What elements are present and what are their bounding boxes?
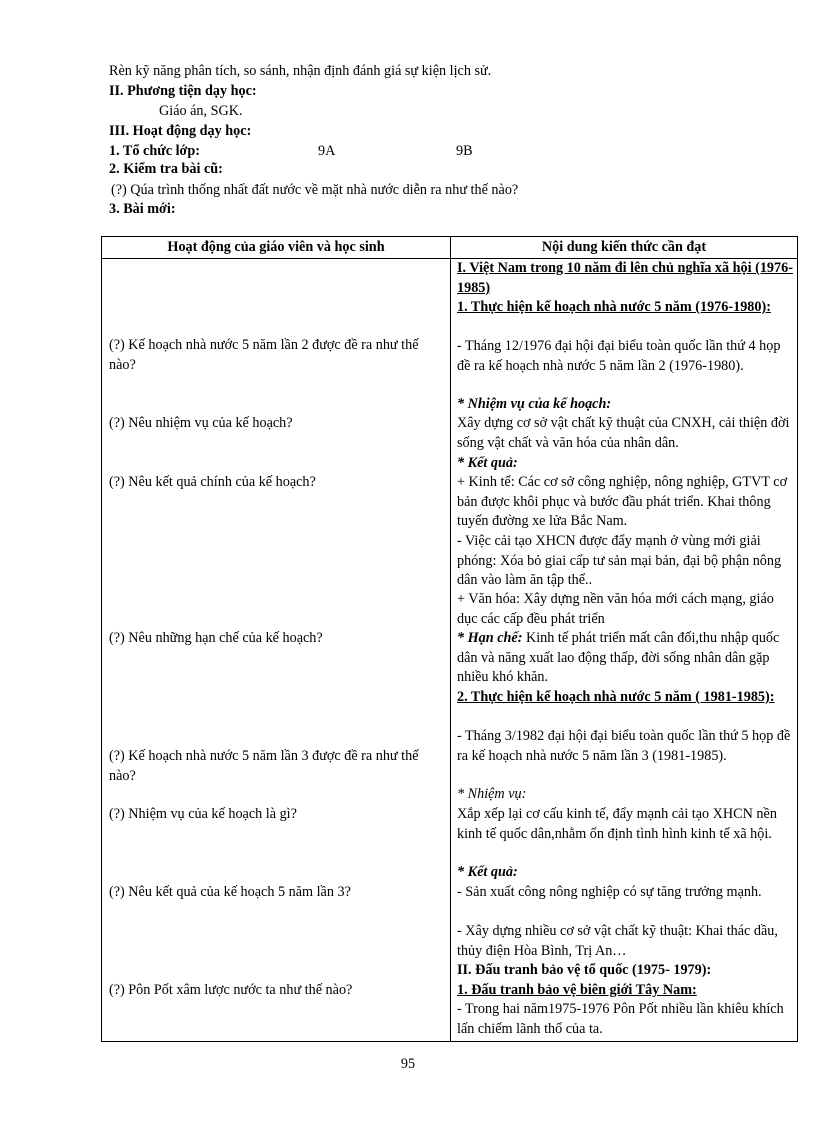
- southwest-border-heading: 1. Đấu tranh bảo vệ biên giới Tây Nam:: [457, 982, 697, 998]
- question-7: (?) Nêu kết quả của kế hoạch 5 năm lần 3?: [109, 884, 351, 900]
- result-economy: + Kinh tế: Các cơ sở công nghiệp, nông nghiệp, GTVT cơ bản được khôi phục và bước đầu phát triển. Khai thông tuyến đường xe lửa Bắc Nam.: [457, 474, 788, 529]
- page-number: 95: [400, 1056, 416, 1072]
- result2-production: - Sản xuất công nông nghiệp có sự tăng trưởng mạnh.: [457, 884, 762, 900]
- section-ii-heading: II. Đấu tranh bảo vệ tổ quốc (1975- 1979):: [457, 962, 712, 978]
- pol-pot-text: - Trong hai năm1975-1976 Pôn Pốt nhiều lần khiêu khích lấn chiếm lãnh thổ của ta.: [457, 1001, 784, 1037]
- old-lesson-heading: 2. Kiểm tra bài cũ:: [109, 161, 223, 177]
- plan-1981-heading: 2. Thực hiện kế hoạch nhà nước 5 năm ( 1981-1985):: [457, 689, 775, 705]
- lesson-table: [101, 236, 798, 1042]
- question-4: (?) Nêu những hạn chế của kế hoạch?: [109, 630, 323, 646]
- old-lesson-question: (?) Qúa trình thống nhất đất nước về mặt nhà nước diễn ra như thế nào?: [111, 182, 519, 198]
- table-body-row: [102, 259, 798, 1042]
- limitation-body: Kinh tế phát triển mất cân đối,thu nhập quốc dân và năng xuất lao động thấp, đời sống nhân dân gặp nhiều khó khăn.: [457, 630, 780, 685]
- task2-text: Xắp xếp lại cơ cấu kinh tế, đẩy mạnh cải tạo XHCN nền kinh tế quốc dân,nhằm ổn định tình hình kinh tế xã hội.: [457, 806, 777, 842]
- limitation-text: [457, 629, 794, 688]
- task2-label: * Nhiệm vụ:: [457, 786, 527, 802]
- content-cell: [451, 259, 798, 1042]
- plan-1981-text: - Tháng 3/1982 đại hội đại biểu toàn quốc lần thứ 5 họp đề ra kế hoạch nhà nước 5 năm lần 3 (1981-1985).: [457, 728, 791, 764]
- section-i-heading: I. Việt Nam trong 10 năm đi lên chủ nghĩa xã hội (1976-1985): [457, 260, 793, 296]
- question-6: (?) Nhiệm vụ của kế hoạch là gì?: [109, 806, 297, 822]
- task-label: * Nhiệm vụ của kế hoạch:: [457, 396, 612, 412]
- question-3: (?) Nêu kết quả chính của kế hoạch?: [109, 474, 316, 490]
- table-header-row: [102, 237, 798, 259]
- section-2-heading: II. Phương tiện dạy học:: [109, 83, 257, 99]
- result-label: * Kết quả:: [457, 455, 518, 471]
- limitation-label: * Hạn chế:: [457, 630, 523, 646]
- skill-line: Rèn kỹ năng phân tích, so sánh, nhận định đánh giá sự kiện lịch sử.: [109, 63, 492, 79]
- question-1: (?) Kế hoạch nhà nước 5 năm lần 2 được đề ra như thế nào?: [109, 337, 419, 373]
- result2-label: * Kết quả:: [457, 864, 518, 880]
- question-5: (?) Kế hoạch nhà nước 5 năm lần 3 được đề ra như thế nào?: [109, 748, 419, 784]
- class-9b: 9B: [456, 143, 473, 159]
- section-3-heading: III. Hoạt động dạy học:: [109, 123, 252, 139]
- activities-cell: [102, 259, 451, 1042]
- new-lesson-heading: 3. Bài mới:: [109, 201, 176, 217]
- class-org-heading: 1. Tổ chức lớp:: [109, 143, 200, 159]
- section-2-text: Giáo án, SGK.: [159, 103, 243, 119]
- header-activities: Hoạt động của giáo viên và học sinh: [102, 237, 451, 259]
- result-reform: - Việc cải tạo XHCN được đẩy mạnh ở vùng mới giải phóng: Xóa bỏ giai cấp tư sản mại bản, đại bộ phận nông dân vào làm ăn tập thể..: [457, 533, 782, 588]
- question-8: (?) Pôn Pốt xâm lược nước ta như thế nào?: [109, 982, 353, 998]
- result-culture: + Văn hóa: Xây dựng nền văn hóa mới cách mạng, giáo dục các cấp đều phát triển: [457, 591, 774, 627]
- plan-1976-heading: 1. Thực hiện kế hoạch nhà nước 5 năm (1976-1980):: [457, 299, 771, 315]
- class-9a: 9A: [318, 143, 336, 159]
- task-text: Xây dựng cơ sở vật chất kỹ thuật của CNXH, cải thiện đời sống vật chất và văn hóa của nhân dân.: [457, 415, 790, 451]
- result2-infrastructure: - Xây dựng nhiều cơ sở vật chất kỹ thuật: Khai thác dầu, thủy điện Hòa Bình, Trị An…: [457, 923, 778, 959]
- header-content: Nội dung kiến thức cần đạt: [451, 237, 798, 259]
- question-2: (?) Nêu nhiệm vụ của kế hoạch?: [109, 415, 293, 431]
- plan-1976-text: - Tháng 12/1976 đại hội đại biểu toàn quốc lần thứ 4 họp đề ra kế hoạch nhà nước 5 năm lần 2 (1976-1980).: [457, 338, 781, 374]
